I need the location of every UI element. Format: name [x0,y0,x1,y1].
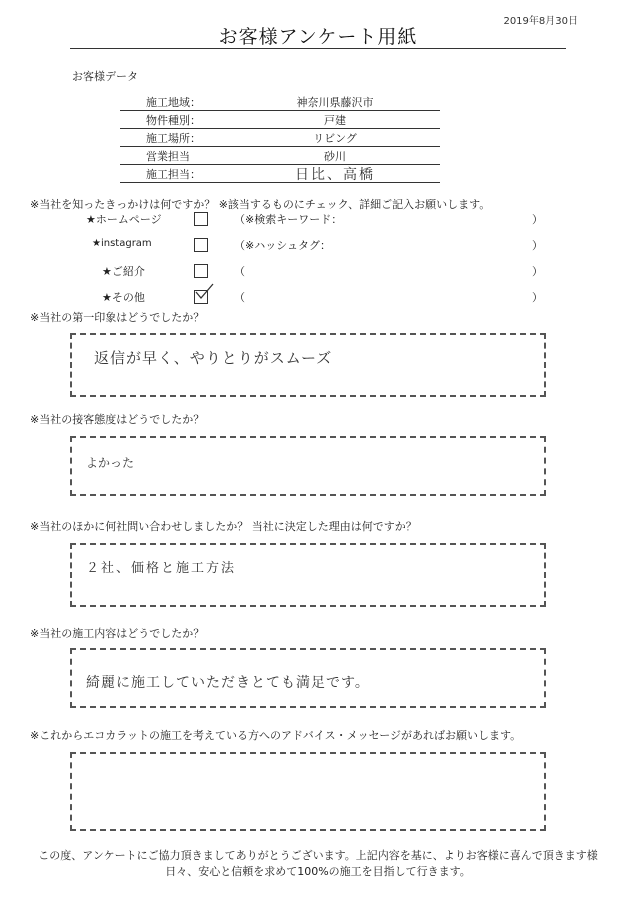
option-homepage-checkbox[interactable] [194,212,208,226]
q1-question: ※当社を知ったきっかけは何ですか？ ※該当するものにチェック、詳細ご記入お願いします。 [30,198,491,211]
customer-row-area [120,92,440,111]
customer-data-heading: お客様データ [72,70,138,83]
q6-question: ※これからエコカラットの施工を考えている方へのアドバイス・メッセージがあればお願いします。 [30,729,522,742]
location-label: 施工場所： [146,132,201,145]
q5-question: ※当社の施工内容はどうでしたか？ [30,627,205,640]
option-homepage-label: ★ホームページ [86,213,162,226]
customer-row-sales-rep [120,146,440,165]
installer-label: 施工担当： [146,168,201,181]
q4-question: ※当社のほかに何社問い合わせしましたか？ 当社に決定した理由は何ですか？ [30,520,417,533]
customer-row-location [120,128,440,147]
footer-line-1: この度、アンケートにご協力頂きましてありがとうございます。上記内容を基に、よりお客様に喜んで頂きます様 [38,849,598,862]
customer-row-property-type [120,110,440,129]
option-instagram-detail: （※ハッシュタグ： [234,239,331,252]
q2-answer: 返信が早く、やりとりがスムーズ [94,349,333,367]
option-instagram-checkbox[interactable] [194,238,208,252]
installer-value: 日比、高橋 [295,167,375,183]
customer-row-installer [120,164,440,183]
checkmark-icon [193,281,215,303]
q3-answer: よかった [86,456,135,470]
option-referral-label: ★ご紹介 [102,265,145,278]
option-instagram-label: ★instagram [92,238,152,249]
q3-question: ※当社の接客態度はどうでしたか？ [30,413,205,426]
area-label: 施工地域： [146,96,201,109]
q3-answer-box[interactable] [70,436,546,496]
survey-date: 2019年8月30日 [503,16,578,27]
sales-rep-label: 営業担当 [146,150,190,163]
q5-answer-box[interactable] [70,648,546,708]
option-homepage-close: ） [532,213,543,226]
area-value: 神奈川県藤沢市 [296,96,374,109]
page-title: お客様アンケート用紙 [218,26,418,48]
option-referral-close: ） [532,265,543,278]
location-value: リビング [313,132,357,145]
property-type-label: 物件種別： [146,114,201,127]
q5-answer: 綺麗に施工していただきとても満足です。 [86,675,370,691]
option-referral-detail: （ [234,265,245,278]
q2-answer-box[interactable] [70,333,546,397]
option-other-close: ） [532,291,543,304]
option-referral-checkbox[interactable] [194,264,208,278]
title-underline [70,48,566,49]
q4-answer: ２社、価格と施工方法 [86,561,237,576]
option-other-detail: （ [234,291,245,304]
q6-answer-box[interactable] [70,752,546,831]
property-type-value: 戸建 [324,114,346,127]
q4-answer-box[interactable] [70,543,546,607]
q2-question: ※当社の第一印象はどうでしたか？ [30,311,205,324]
option-homepage-detail: （※検索キーワード： [234,213,343,226]
sales-rep-value: 砂川 [324,150,346,163]
option-instagram-close: ） [532,239,543,252]
footer-line-2: 日々、安心と信頼を求めて100%の施工を目指して行きます。 [165,865,471,878]
option-other-label: ★その他 [102,291,145,304]
